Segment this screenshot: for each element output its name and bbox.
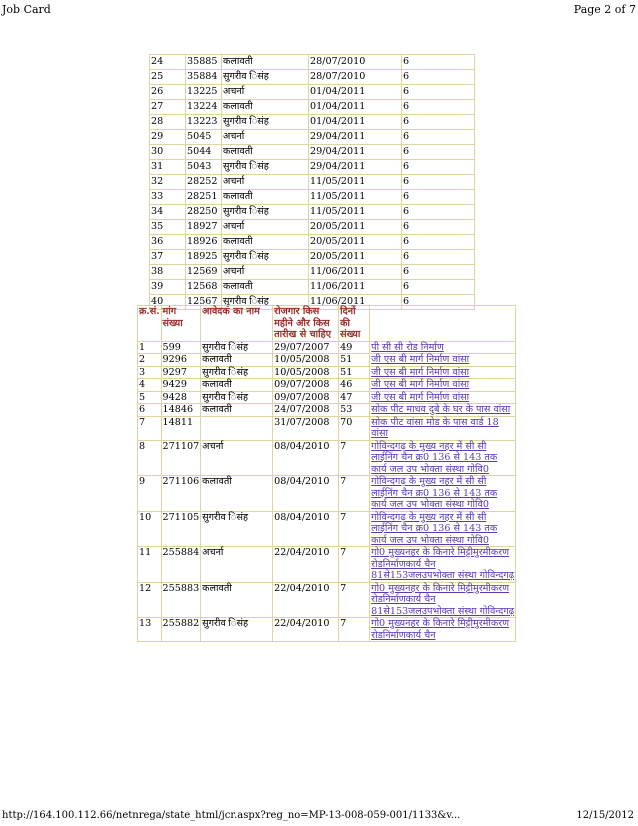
date-cell: 20/05/2011 (309, 235, 402, 250)
table-row (150, 145, 475, 160)
days-cell: 6 (402, 280, 475, 295)
applicant-cell: सुगरीव िसंह (222, 70, 309, 85)
serial-cell: 10 (138, 511, 162, 547)
serial-cell: 39 (150, 280, 186, 295)
date-cell: 29/04/2011 (309, 160, 402, 175)
date-cell: 22/04/2010 (273, 547, 339, 583)
table-row (150, 85, 475, 100)
days-cell: 70 (339, 416, 370, 440)
table-row (138, 476, 516, 512)
days-cell: 6 (402, 265, 475, 280)
table-row (138, 547, 516, 583)
work-link (370, 476, 516, 512)
demand-no-cell: 255882 (161, 618, 201, 642)
table-row (138, 379, 516, 392)
demand-no-cell: 9428 (161, 391, 201, 404)
days-cell: 7 (339, 618, 370, 642)
date-cell: 31/07/2008 (273, 416, 339, 440)
table-row (138, 354, 516, 367)
days-cell: 7 (339, 440, 370, 476)
table-row (138, 618, 516, 642)
demand-no-cell: 5045 (186, 130, 222, 145)
serial-cell: 31 (150, 160, 186, 175)
serial-cell: 29 (150, 130, 186, 145)
date-cell: 10/05/2008 (273, 354, 339, 367)
applicant-cell: कलावती (201, 404, 273, 417)
table-row (150, 265, 475, 280)
applicant-cell: अचर्ना (222, 175, 309, 190)
applicant-cell: सुगरीव िसंह (201, 366, 273, 379)
applicant-cell: अचर्ना (222, 130, 309, 145)
work-link (370, 391, 516, 404)
date-cell: 20/05/2011 (309, 220, 402, 235)
work-name-link[interactable]: गो0 मुख्यनहर के किनारे मिट्टीमुरमीकरण रोडनिर्माणकार्य चैन (371, 618, 510, 641)
serial-cell: 35 (150, 220, 186, 235)
days-cell: 6 (402, 295, 475, 310)
demand-no-cell: 599 (161, 341, 201, 354)
date-cell: 11/06/2011 (309, 265, 402, 280)
serial-cell: 4 (138, 379, 162, 392)
serial-cell: 5 (138, 391, 162, 404)
demand-no-cell: 5043 (186, 160, 222, 175)
days-cell: 6 (402, 205, 475, 220)
serial-cell: 8 (138, 440, 162, 476)
work-link (370, 366, 516, 379)
table-row (150, 160, 475, 175)
date-cell: 20/05/2011 (309, 250, 402, 265)
serial-cell: 33 (150, 190, 186, 205)
applicant-cell: अचर्ना (222, 265, 309, 280)
work-name-link[interactable]: जी एस बी मार्ग निर्माण वांसा (371, 391, 470, 403)
footer-date: 12/15/2012 (576, 810, 634, 821)
date-cell: 29/04/2011 (309, 130, 402, 145)
serial-cell: 28 (150, 115, 186, 130)
days-cell: 6 (402, 70, 475, 85)
applicant-cell: सुगरीव िसंह (222, 250, 309, 265)
demand-no-cell: 28250 (186, 205, 222, 220)
days-cell: 53 (339, 404, 370, 417)
table-row (150, 100, 475, 115)
table-row (150, 130, 475, 145)
table-row (138, 404, 516, 417)
work-link (370, 618, 516, 642)
applicant-cell: कलावती (222, 190, 309, 205)
demand-no-cell: 12567 (186, 295, 222, 310)
days-cell: 6 (402, 115, 475, 130)
applicant-cell: कलावती (222, 100, 309, 115)
applicant-cell: अचर्ना (222, 220, 309, 235)
work-link (370, 416, 516, 440)
work-link (370, 547, 516, 583)
applicant-cell: सुगरीव िसंह (201, 391, 273, 404)
demand-no-cell: 13223 (186, 115, 222, 130)
applicant-cell: कलावती (222, 145, 309, 160)
work-name-link[interactable]: जी एस बी मार्ग निर्माण वांसा (371, 354, 470, 365)
header-serial: क्र.सं. (138, 306, 162, 342)
days-cell: 6 (402, 55, 475, 70)
table-row (150, 115, 475, 130)
serial-cell: 26 (150, 85, 186, 100)
work-name-link[interactable]: सोक पीट माधव दुबे के घर के पास वांसा (371, 404, 511, 415)
applicant-cell: सुगरीव िसंह (222, 205, 309, 220)
applicant-cell: सुगरीव िसंह (222, 295, 309, 310)
date-cell: 09/07/2008 (273, 379, 339, 392)
demand-no-cell: 12568 (186, 280, 222, 295)
date-cell: 01/04/2011 (309, 85, 402, 100)
header-applicant-name: आवेदक का नाम (201, 306, 273, 342)
days-cell: 6 (402, 130, 475, 145)
serial-cell: 32 (150, 175, 186, 190)
date-cell: 01/04/2011 (309, 115, 402, 130)
date-cell: 11/05/2011 (309, 205, 402, 220)
serial-cell: 37 (150, 250, 186, 265)
demand-no-cell: 35884 (186, 70, 222, 85)
days-cell: 6 (402, 190, 475, 205)
applicant-cell (201, 416, 273, 440)
applicant-cell: कलावती (222, 235, 309, 250)
work-link (370, 404, 516, 417)
applicant-cell: सुगरीव िसंह (201, 618, 273, 642)
demand-no-cell: 255883 (161, 582, 201, 618)
days-cell: 6 (402, 175, 475, 190)
demand-no-cell: 28251 (186, 190, 222, 205)
date-cell: 11/05/2011 (309, 175, 402, 190)
demand-no-cell: 18927 (186, 220, 222, 235)
job-demand-table-continued (149, 54, 475, 310)
serial-cell: 13 (138, 618, 162, 642)
table-row (150, 70, 475, 85)
days-cell: 7 (339, 547, 370, 583)
applicant-cell: सुगरीव िसंह (222, 160, 309, 175)
date-cell: 08/04/2010 (273, 511, 339, 547)
days-cell: 6 (402, 160, 475, 175)
date-cell: 08/04/2010 (273, 440, 339, 476)
work-link (370, 341, 516, 354)
date-cell: 22/04/2010 (273, 618, 339, 642)
table-row (138, 582, 516, 618)
table-row (138, 511, 516, 547)
header-employment-date: रोजगार किस महीने और किस तारीख से चाहिए (273, 306, 339, 342)
demand-no-cell: 13225 (186, 85, 222, 100)
date-cell: 09/07/2008 (273, 391, 339, 404)
applicant-cell: कलावती (201, 476, 273, 512)
header-days: दिनों की संख्या (339, 306, 370, 342)
days-cell: 7 (339, 511, 370, 547)
table-row (150, 175, 475, 190)
table-row (150, 55, 475, 70)
work-link (370, 582, 516, 618)
applicant-cell: कलावती (222, 280, 309, 295)
demand-no-cell: 9297 (161, 366, 201, 379)
serial-cell: 24 (150, 55, 186, 70)
table-row (150, 190, 475, 205)
date-cell: 11/06/2011 (309, 295, 402, 310)
work-name-link[interactable]: जी एस बी मार्ग निर्माण वांसा (371, 379, 470, 390)
table-header-row (138, 306, 516, 342)
demand-no-cell: 28252 (186, 175, 222, 190)
serial-cell: 1 (138, 341, 162, 354)
days-cell: 6 (402, 145, 475, 160)
serial-cell: 2 (138, 354, 162, 367)
work-link (370, 511, 516, 547)
date-cell: 22/04/2010 (273, 582, 339, 618)
work-name-link[interactable]: गोविन्दगढ़ के मुख्य नहर में सी सी लाईनिंग चैन क्र0 136 से 143 तक कार्य जल उप भोक्ता संस्था गोवि0 (371, 511, 498, 546)
days-cell: 46 (339, 379, 370, 392)
days-cell: 6 (402, 85, 475, 100)
demand-no-cell: 9296 (161, 354, 201, 367)
date-cell: 29/07/2007 (273, 341, 339, 354)
footer-url: http://164.100.112.66/netnrega/state_html/jcr.aspx?reg_no=MP-13-008-059-001/1133&v... (2, 810, 461, 821)
demand-no-cell: 14846 (161, 404, 201, 417)
serial-cell: 27 (150, 100, 186, 115)
days-cell: 6 (402, 250, 475, 265)
days-cell: 6 (402, 235, 475, 250)
days-cell: 6 (402, 100, 475, 115)
table-row (150, 220, 475, 235)
days-cell: 6 (402, 220, 475, 235)
serial-cell: 38 (150, 265, 186, 280)
table-row (150, 235, 475, 250)
applicant-cell: कलावती (201, 379, 273, 392)
demand-no-cell: 13224 (186, 100, 222, 115)
work-name-link[interactable]: गो0 मुख्यनहर के किनारे मिट्टीमुरमीकरण रोडनिर्माणकार्य चैन 81से153जलउपभोक्ता संस्था गोविन्दगढ़ (371, 582, 515, 617)
page-number: Page 2 of 7 (573, 3, 636, 16)
days-cell: 47 (339, 391, 370, 404)
table-row (150, 250, 475, 265)
applicant-cell: सुगरीव िसंह (222, 115, 309, 130)
header-work (370, 306, 516, 342)
table-row (138, 366, 516, 379)
page-header-title: Job Card (2, 3, 51, 16)
demand-no-cell: 255884 (161, 547, 201, 583)
demand-no-cell: 271105 (161, 511, 201, 547)
date-cell: 28/07/2010 (309, 70, 402, 85)
work-name-link[interactable]: जी एस बी मार्ग निर्माण वांसा (371, 366, 470, 378)
date-cell: 29/04/2011 (309, 145, 402, 160)
table-row (150, 205, 475, 220)
days-cell: 7 (339, 582, 370, 618)
days-cell: 51 (339, 354, 370, 367)
employment-demand-table (137, 305, 516, 642)
applicant-cell: सुगरीव िसंह (201, 511, 273, 547)
demand-no-cell: 5044 (186, 145, 222, 160)
days-cell: 7 (339, 476, 370, 512)
date-cell: 11/05/2011 (309, 190, 402, 205)
demand-no-cell: 12569 (186, 265, 222, 280)
table-row (138, 341, 516, 354)
demand-no-cell: 18926 (186, 235, 222, 250)
serial-cell: 30 (150, 145, 186, 160)
applicant-cell: अचर्ना (201, 547, 273, 583)
demand-no-cell: 9429 (161, 379, 201, 392)
days-cell: 49 (339, 341, 370, 354)
serial-cell: 9 (138, 476, 162, 512)
days-cell: 51 (339, 366, 370, 379)
serial-cell: 11 (138, 547, 162, 583)
serial-cell: 40 (150, 295, 186, 310)
date-cell: 11/06/2011 (309, 280, 402, 295)
serial-cell: 7 (138, 416, 162, 440)
table-row (138, 440, 516, 476)
work-name-link[interactable]: सोक पीट वांसा मोड के पास वार्ड 18 वांसा (371, 416, 499, 439)
serial-cell: 12 (138, 582, 162, 618)
applicant-cell: कलावती (201, 582, 273, 618)
demand-no-cell: 14811 (161, 416, 201, 440)
serial-cell: 3 (138, 366, 162, 379)
work-name-link[interactable]: गोविन्दगढ़ के मुख्य नहर में सी सी लाईनिंग चैन क्र0 136 से 143 तक कार्य जल उप भोक्ता संस्था गोवि0 (371, 476, 498, 510)
date-cell: 10/05/2008 (273, 366, 339, 379)
date-cell: 28/07/2010 (309, 55, 402, 70)
serial-cell: 6 (138, 404, 162, 417)
table-row (138, 391, 516, 404)
demand-no-cell: 18925 (186, 250, 222, 265)
work-name-link[interactable]: पी सी सी रोड निर्माण (371, 341, 444, 353)
table-row (138, 416, 516, 440)
date-cell: 08/04/2010 (273, 476, 339, 512)
demand-no-cell: 271106 (161, 476, 201, 512)
work-link (370, 354, 516, 367)
applicant-cell: कलावती (222, 55, 309, 70)
serial-cell: 36 (150, 235, 186, 250)
applicant-cell: सुगरीव िसंह (201, 341, 273, 354)
applicant-cell: अचर्ना (201, 440, 273, 476)
work-name-link[interactable]: गोविन्दगढ़ के मुख्य नहर में सी सी लाईनिंग चैन क्र0 136 से 143 तक कार्य जल उप भोक्ता संस्था गोवि0 (371, 440, 498, 475)
demand-no-cell: 271107 (161, 440, 201, 476)
date-cell: 01/04/2011 (309, 100, 402, 115)
serial-cell: 25 (150, 70, 186, 85)
header-demand-no: मांग संख्या (161, 306, 201, 342)
table-row (150, 280, 475, 295)
work-name-link[interactable]: गो0 मुख्यनहर के किनारे मिट्टीमुरमीकरण रोडनिर्माणकार्य चैन 81से153जलउपभोक्ता संस्था गोविन्दगढ़ (371, 547, 515, 581)
demand-no-cell: 35885 (186, 55, 222, 70)
applicant-cell: अचर्ना (222, 85, 309, 100)
work-link (370, 379, 516, 392)
applicant-cell: कलावती (201, 354, 273, 367)
date-cell: 24/07/2008 (273, 404, 339, 417)
serial-cell: 34 (150, 205, 186, 220)
work-link (370, 440, 516, 476)
